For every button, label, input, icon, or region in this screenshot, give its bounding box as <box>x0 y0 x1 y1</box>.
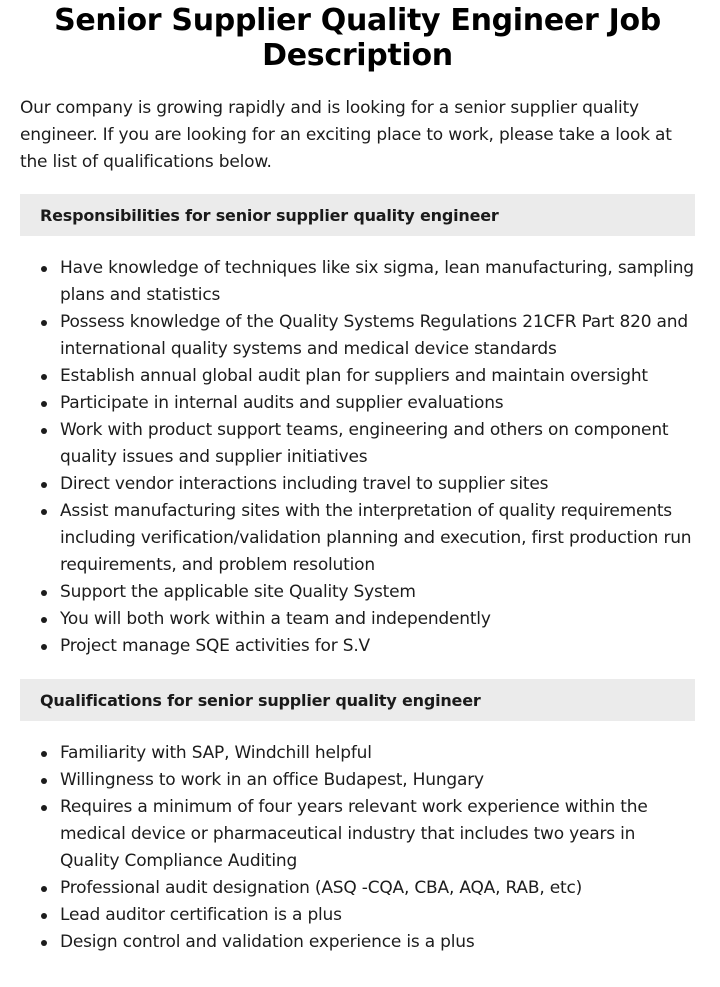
list-item-text: Assist manufacturing sites with the interpretation of quality requirements including verification/validation planning and execution, first production run requirements, and problem resolution <box>60 501 692 575</box>
list-item <box>60 875 695 902</box>
list-item <box>60 390 695 417</box>
bullet-icon <box>41 886 47 892</box>
bullet-icon <box>41 617 47 623</box>
list-item-text: Direct vendor interactions including travel to supplier sites <box>60 474 549 494</box>
page-title: Senior Supplier Quality Engineer Job Description <box>54 3 661 73</box>
list-item-text: Participate in internal audits and supplier evaluations <box>60 393 504 413</box>
responsibilities-list <box>20 255 695 660</box>
list-item-text: You will both work within a team and independently <box>60 609 491 629</box>
list-item <box>60 579 695 606</box>
bullet-icon <box>41 320 47 326</box>
bullet-icon <box>41 428 47 434</box>
list-item <box>60 417 695 471</box>
bullet-icon <box>41 940 47 946</box>
list-item-text: Willingness to work in an office Budapest, Hungary <box>60 770 484 790</box>
list-item-text: Design control and validation experience is a plus <box>60 932 475 952</box>
intro-paragraph: Our company is growing rapidly and is looking for a senior supplier quality engineer. If you are looking for an exciting place to work, please take a look at the list of qualifications below. <box>20 98 672 172</box>
list-item-text: Familiarity with SAP, Windchill helpful <box>60 743 372 763</box>
responsibilities-heading: Responsibilities for senior supplier quality engineer <box>20 194 695 236</box>
bullet-icon <box>41 509 47 515</box>
list-item-text: Support the applicable site Quality System <box>60 582 416 602</box>
list-item-text: Project manage SQE activities for S.V <box>60 636 370 656</box>
list-item <box>60 606 695 633</box>
list-item <box>60 740 695 767</box>
list-item <box>60 902 695 929</box>
list-item <box>60 794 695 875</box>
qualifications-list <box>20 740 695 956</box>
bullet-icon <box>41 644 47 650</box>
bullet-icon <box>41 778 47 784</box>
bullet-icon <box>41 751 47 757</box>
list-item <box>60 363 695 390</box>
bullet-icon <box>41 374 47 380</box>
bullet-icon <box>41 482 47 488</box>
bullet-icon <box>41 401 47 407</box>
bullet-icon <box>41 266 47 272</box>
list-item <box>60 309 695 363</box>
bullet-icon <box>41 913 47 919</box>
list-item-text: Work with product support teams, engineering and others on component quality issues and supplier initiatives <box>60 420 669 467</box>
list-item <box>60 255 695 309</box>
list-item-text: Possess knowledge of the Quality Systems Regulations 21CFR Part 820 and international quality systems and medical device standards <box>60 312 688 359</box>
list-item <box>60 471 695 498</box>
list-item-text: Professional audit designation (ASQ -CQA, CBA, AQA, RAB, etc) <box>60 878 583 898</box>
qualifications-heading: Qualifications for senior supplier quality engineer <box>20 679 695 721</box>
list-item-text: Have knowledge of techniques like six sigma, lean manufacturing, sampling plans and statistics <box>60 258 694 305</box>
list-item <box>60 633 695 660</box>
bullet-icon <box>41 805 47 811</box>
list-item <box>60 929 695 956</box>
job-description-page <box>0 3 720 987</box>
list-item-text: Requires a minimum of four years relevant work experience within the medical device or pharmaceutical industry that includes two years in Quality Compliance Auditing <box>60 797 648 871</box>
list-item <box>60 498 695 579</box>
list-item-text: Establish annual global audit plan for suppliers and maintain oversight <box>60 366 648 386</box>
bullet-icon <box>41 590 47 596</box>
list-item <box>60 767 695 794</box>
list-item-text: Lead auditor certification is a plus <box>60 905 342 925</box>
